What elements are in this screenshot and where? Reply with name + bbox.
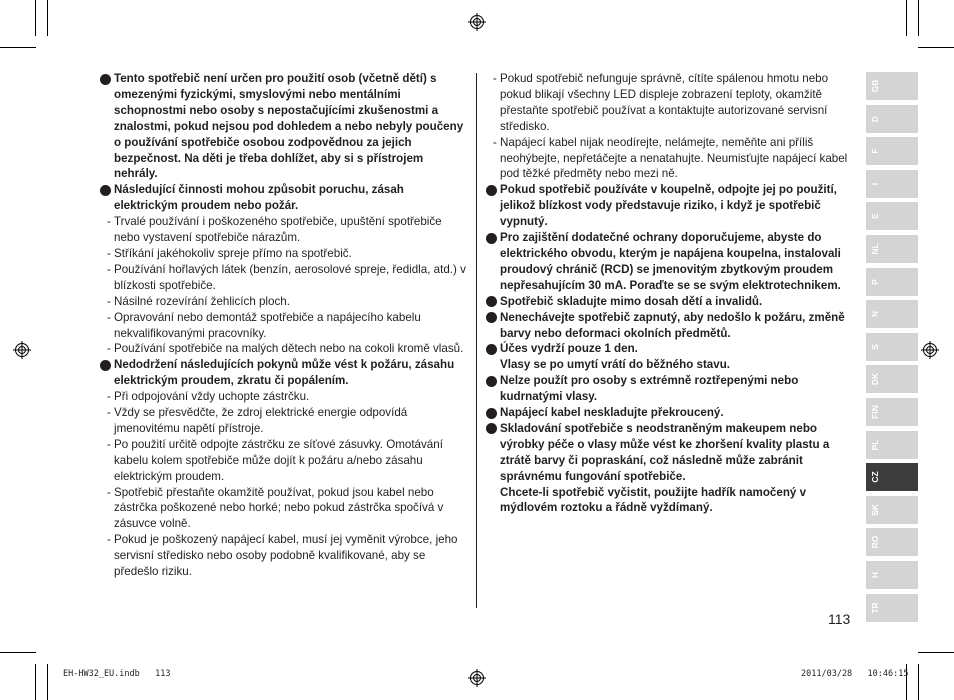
- item-text: Stříkání jakéhokoliv spreje přímo na spotřebič.: [114, 246, 352, 260]
- item-text: Pro zajištění dodatečné ochrany doporučujeme, abyste do elektrického obvodu, kterým je napájena koupelna, instalovali proudový chránič (RCD) se jmenovitým zbytkovým proudem nepřesahujícím 30 mA. Poraďte se se svým elektrotechnikem.: [500, 231, 841, 292]
- language-tabs: [866, 72, 918, 626]
- item-text: Po použití určitě odpojte zástrčku ze síťové zásuvky. Omotávání kabelu kolem spotřebiče může dojít k požáru a/nebo zásahu elektrickým proudem.: [114, 437, 443, 483]
- bullet-item: [486, 294, 854, 310]
- item-text: Nedodržení následujících pokynů může vést k požáru, zásahu elektrickým proudem, zkratu či popálením.: [114, 358, 455, 388]
- bullet-icon: [486, 185, 497, 196]
- crop-mark: [47, 0, 48, 36]
- dash-item: [100, 214, 470, 246]
- item-text: Následující činnosti mohou způsobit poruchu, zásah elektrickým proudem nebo požár.: [114, 183, 404, 213]
- bullet-icon: [486, 344, 497, 355]
- tab-label: RO: [870, 535, 880, 549]
- dash-icon: -: [107, 310, 111, 324]
- bullet-icon: [100, 185, 111, 196]
- tab-label: H: [870, 571, 880, 578]
- dash-item: [100, 485, 470, 533]
- footer-datetime: 2011/03/28 10:46:15: [801, 669, 909, 679]
- continuation-text: Chcete-li spotřebič vyčistit, použijte hadřík namočený v mýdlovém roztoku a řádně vyždímaný.: [500, 485, 807, 515]
- crop-mark: [35, 0, 36, 36]
- item-text: Pokud spotřebič používáte v koupelně, odpojte jej po použití, jelikož blízkost vody představuje riziko, i když je spotřebič vypnutý.: [500, 183, 837, 229]
- crop-mark: [918, 664, 919, 700]
- bullet-icon: [486, 376, 497, 387]
- tab-d[interactable]: [866, 105, 918, 133]
- registration-mark-icon: [13, 341, 31, 359]
- item-text: Nenechávejte spotřebič zapnutý, aby nedošlo k požáru, změně barvy nebo deformaci okolních předmětů.: [500, 310, 845, 340]
- dash-item: [486, 71, 854, 135]
- registration-mark-icon: [468, 13, 486, 31]
- item-text: Násilné rozevírání žehlicích ploch.: [114, 294, 290, 308]
- tab-pl[interactable]: [866, 431, 918, 459]
- dash-icon: -: [107, 342, 111, 356]
- right-column: [486, 71, 854, 516]
- dash-item: [100, 294, 470, 310]
- item-text: Spotřebič přestaňte okamžitě používat, pokud jsou kabel nebo zástrčka poškozené nebo horké; nebo pokud zástrčka spočívá v zásuvce volně.: [114, 485, 444, 531]
- registration-mark-icon: [468, 669, 486, 687]
- tab-p[interactable]: [866, 268, 918, 296]
- bullet-icon: [486, 312, 497, 323]
- tab-gb[interactable]: [866, 72, 918, 100]
- dash-item: [100, 246, 470, 262]
- tab-label: DK: [870, 373, 880, 386]
- tab-fin[interactable]: [866, 398, 918, 426]
- item-text: Napájecí kabel nijak neodírejte, nelámejte, neměňte ani příliš neohýbejte, nepřetáčejte a nenatahujte. Neumisťujte napájecí kabel pod těžké předměty nebo mezi ně.: [500, 135, 848, 181]
- bullet-icon: [486, 296, 497, 307]
- tab-e[interactable]: [866, 202, 918, 230]
- dash-item: [100, 341, 470, 357]
- dash-icon: -: [107, 262, 111, 276]
- tab-label: GB: [870, 79, 880, 93]
- tab-ro[interactable]: [866, 528, 918, 556]
- dash-item: [100, 310, 470, 342]
- item-text: Používání spotřebiče na malých dětech nebo na cokoli kromě vlasů.: [114, 342, 464, 356]
- item-text: Opravování nebo demontáž spotřebiče a napájecího kabelu nekvalifikovanými pracovníky.: [114, 310, 421, 340]
- bullet-item: [100, 182, 470, 214]
- tab-cz[interactable]: [866, 463, 918, 491]
- bullet-item: [100, 357, 470, 389]
- dash-icon: -: [493, 135, 497, 149]
- bullet-item: [486, 421, 854, 485]
- dash-icon: -: [107, 533, 111, 547]
- bullet-item: [486, 310, 854, 342]
- tab-f[interactable]: [866, 137, 918, 165]
- dash-item: [100, 405, 470, 437]
- bullet-icon: [100, 360, 111, 371]
- footer-file: EH-HW32_EU.indb 113: [63, 669, 171, 679]
- item-text: Při odpojování vždy uchopte zástrčku.: [114, 390, 310, 404]
- dash-item: [100, 532, 470, 580]
- tab-i[interactable]: [866, 170, 918, 198]
- bullet-item: [486, 230, 854, 294]
- tab-label: PL: [870, 439, 880, 450]
- item-text: Vždy se přesvědčte, že zdroj elektrické energie odpovídá jmenovitému napětí přístroje.: [114, 406, 408, 435]
- dash-icon: -: [107, 215, 111, 229]
- item-text: Spotřebič skladujte mimo dosah dětí a invalidů.: [500, 294, 763, 308]
- tab-label: FIN: [870, 405, 880, 419]
- dash-item: [486, 135, 854, 183]
- tab-label: TR: [870, 601, 880, 614]
- continuation-text: Vlasy se po umytí vrátí do běžného stavu.: [500, 358, 731, 372]
- tab-label: N: [870, 311, 880, 318]
- item-text: Nelze použít pro osoby s extrémně roztřepenými nebo kudrnatými vlasy.: [500, 374, 799, 404]
- item-text: Pokud je poškozený napájecí kabel, musí jej vyměnit výrobce, jeho servisní středisko nebo osoby podobně kvalifikované, aby se předešlo riziku.: [114, 533, 458, 579]
- crop-mark: [35, 664, 36, 700]
- left-column: [100, 71, 470, 580]
- tab-dk[interactable]: [866, 365, 918, 393]
- item-text: Skladování spotřebiče s neodstraněným makeupem nebo výrobky péče o vlasy může vést ke zhoršení kvality plastu a ztrátě barvy či popraskání, což následně může zabránit správnému fungování spotřebiče.: [500, 421, 830, 483]
- dash-item: [100, 437, 470, 485]
- page-number: 113: [828, 611, 851, 627]
- bullet-icon: [486, 423, 497, 434]
- bullet-icon: [486, 233, 497, 244]
- tab-label: S: [870, 343, 880, 350]
- crop-mark: [0, 652, 36, 653]
- bullet-item: [486, 341, 854, 357]
- dash-icon: -: [107, 294, 111, 308]
- tab-tr[interactable]: [866, 594, 918, 622]
- dash-icon: -: [493, 72, 497, 85]
- tab-label: CZ: [870, 471, 880, 483]
- column-divider: [476, 73, 477, 608]
- bullet-item: [486, 182, 854, 230]
- item-text: Pokud spotřebič nefunguje správně, cítíte spálenou hmotu nebo pokud blikají všechny LED displeje zobrazení teploty, okamžitě přestaňte spotřebič používat a kontaktujte autorizované servisní středisko.: [500, 72, 829, 133]
- item-text: Používání hořlavých látek (benzín, aerosolové spreje, ředidla, atd.) v blízkosti spotřebiče.: [114, 262, 466, 292]
- dash-icon: -: [107, 485, 111, 499]
- item-text: Napájecí kabel neskladujte překroucený.: [500, 406, 724, 420]
- tab-n[interactable]: [866, 300, 918, 328]
- tab-s[interactable]: [866, 333, 918, 361]
- tab-label: NL: [870, 243, 880, 255]
- tab-label: D: [870, 115, 880, 122]
- item-text: Účes vydrží pouze 1 den.: [500, 342, 638, 356]
- tab-sk[interactable]: [866, 496, 918, 524]
- registration-mark-icon: [921, 341, 939, 359]
- tab-label: I: [870, 182, 880, 185]
- tab-label: E: [870, 213, 880, 220]
- tab-label: P: [870, 278, 880, 285]
- crop-mark: [0, 47, 36, 48]
- crop-mark: [906, 0, 907, 36]
- bullet-icon: [486, 408, 497, 419]
- dash-icon: -: [107, 437, 111, 451]
- bullet-item: [486, 373, 854, 405]
- dash-item: [100, 389, 470, 405]
- tab-h[interactable]: [866, 561, 918, 589]
- bullet-item: [486, 405, 854, 421]
- bullet-item: [100, 71, 470, 182]
- item-text: Tento spotřebič není určen pro použití osob (včetně dětí) s omezenými fyzickými, smyslovými nebo mentálními schopnostmi nebo osoby s nepostačujícími zkušenostmi a znalostmi, pokud nejsou pod dohledem a nebo nebyly poučeny o používání spotřebiče osobou zodpovědnou za jejich bezpečnost. Na děti je třeba dohlížet, aby si s přístrojem nehrály.: [114, 72, 464, 181]
- bullet-icon: [100, 74, 111, 85]
- crop-mark: [918, 47, 954, 48]
- tab-label: SK: [870, 503, 880, 516]
- crop-mark: [47, 664, 48, 700]
- crop-mark: [918, 652, 954, 653]
- tab-label: F: [870, 148, 880, 154]
- crop-mark: [918, 0, 919, 36]
- item-text: Trvalé používání i poškozeného spotřebiče, upuštění spotřebiče nebo vystavení spotřebiče nárazům.: [114, 215, 442, 245]
- dash-icon: -: [107, 246, 111, 260]
- tab-nl[interactable]: [866, 235, 918, 263]
- dash-icon: -: [107, 406, 111, 420]
- dash-icon: -: [107, 390, 111, 404]
- dash-item: [100, 262, 470, 294]
